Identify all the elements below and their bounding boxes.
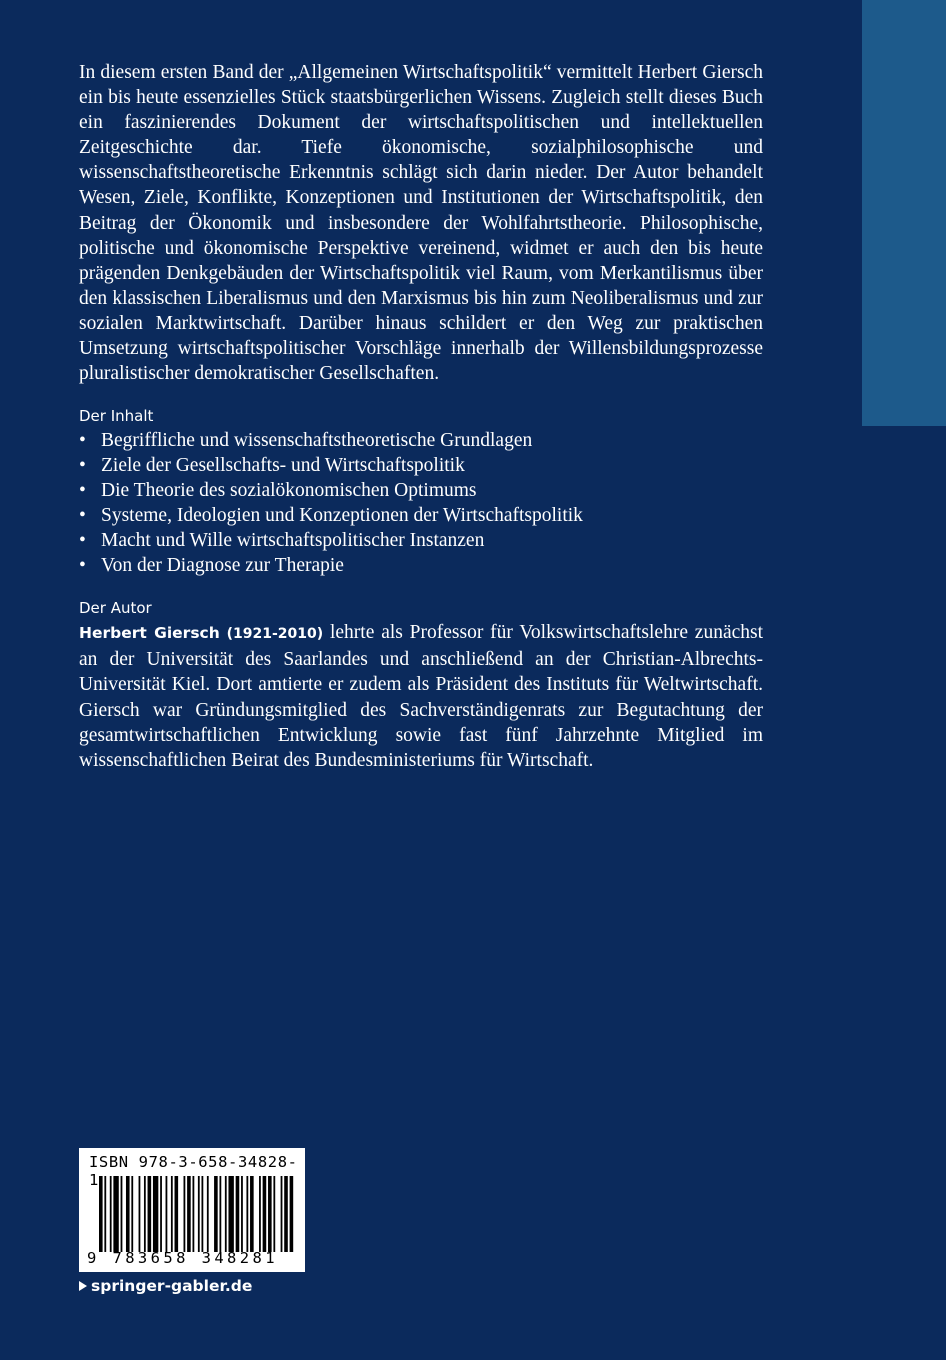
- publisher-website[interactable]: [79, 1277, 252, 1295]
- bullet-icon: •: [79, 430, 86, 452]
- barcode-bar: [166, 1176, 168, 1252]
- barcode-bar: [139, 1176, 141, 1252]
- list-item: [79, 528, 763, 553]
- bullet-icon: •: [79, 480, 86, 502]
- barcode-bar: [175, 1176, 179, 1252]
- list-item-text: Ziele der Gesellschafts- und Wirtschaftspolitik: [101, 455, 465, 477]
- list-item-text: Die Theorie des sozialökonomischen Optimums: [101, 480, 477, 502]
- contents-heading: Der Inhalt: [79, 407, 154, 426]
- barcode-bar: [290, 1176, 294, 1252]
- barcode-bar: [259, 1176, 261, 1252]
- website-label: springer-gabler.de: [91, 1277, 253, 1295]
- author-heading: Der Autor: [79, 599, 152, 618]
- isbn-digits: 9 783658 348281: [87, 1249, 278, 1267]
- back-cover-content: [79, 60, 763, 773]
- barcode-bar: [284, 1176, 288, 1252]
- barcode-bar: [110, 1176, 112, 1252]
- barcode-bar: [214, 1176, 218, 1252]
- barcode-bar: [171, 1176, 173, 1252]
- barcode-bar: [246, 1176, 248, 1252]
- arrow-right-icon: [79, 1281, 87, 1291]
- bullet-icon: •: [79, 530, 86, 552]
- barcode-bar: [225, 1176, 227, 1252]
- barcode-bar: [201, 1176, 203, 1252]
- barcode-bar: [250, 1176, 254, 1252]
- list-item-text: Von der Diagnose zur Therapie: [101, 555, 344, 577]
- list-item-text: Begriffliche und wissenschaftstheoretische Grundlagen: [101, 430, 533, 452]
- list-item: [79, 478, 763, 503]
- barcode-bar: [184, 1176, 186, 1252]
- blurb-text: In diesem ersten Band der „Allgemeinen Wirtschaftspolitik“ vermittelt Herbert Giersch ein bis heute essenzielles Stück staatsbürgerlichen Wissens. Zugleich stellt dieses Buch ein faszinierendes Dokument der wirtschaftspolitischen und intellektuellen Zeitgeschichte dar. Tiefe ökonomische, sozialphilosophische und wissenschaftstheoretische Erkenntnis schlägt sich darin nieder. Der Autor behandelt Wesen, Ziele, Konflikte, Konzeptionen und Institutionen der Wirtschaftspolitik, den Beitrag der Ökonomik und insbesondere der Wohlfahrtstheorie. Philosophische, politische und ökonomische Perspektive vereinend, widmet er auch den bis heute prägenden Denkgebäuden der Wirtschaftspolitik viel Raum, vom Merkantilismus über den klassischen Liberalismus und den Marxismus bis hin zum Neoliberalismus und zur sozialen Marktwirtschaft. Darüber hinaus schildert er den Weg zur praktischen Umsetzung wirtschaftspolitischer Vorschläge innerhalb der Willensbildungsprozesse pluralistischer demokratischer Gesellschaften.: [79, 62, 763, 385]
- barcode-bar: [273, 1176, 275, 1252]
- barcode-bar: [228, 1176, 233, 1252]
- barcode-bar: [236, 1176, 240, 1252]
- accent-bar: [862, 0, 946, 426]
- barcode-bar: [219, 1176, 221, 1252]
- barcode-bar: [126, 1176, 130, 1252]
- barcode-bar: [193, 1176, 195, 1252]
- barcode-bar: [99, 1176, 103, 1252]
- barcode-bar: [281, 1176, 283, 1252]
- bullet-icon: •: [79, 455, 86, 477]
- author-bio-text: lehrte als Professor für Volkswirtschaftslehre zunächst an der Universität des Saarlandes und anschließend an der Christian-Albrechts-Universität Kiel. Dort amtierte er zudem als Präsident des Instituts für Weltwirtschaft. Giersch war Gründungsmitglied des Sachverständigenrats zur Begutachtung der gesamtwirtschaftlichen Entwicklung sowie fast fünf Jahrzehnte Mitglied im wissenschaftlichen Beirat des Bundesministeriums für Wirtschaft.: [79, 622, 764, 771]
- barcode-bar: [121, 1176, 123, 1252]
- author-bio: [79, 620, 763, 773]
- isbn-barcode: [79, 1148, 305, 1272]
- barcode-bar: [160, 1176, 162, 1252]
- barcode-bar: [153, 1176, 158, 1252]
- list-item: [79, 503, 763, 528]
- barcode-bar: [104, 1176, 106, 1252]
- list-item: [79, 553, 763, 578]
- list-item-text: Macht und Wille wirtschaftspolitischer Instanzen: [101, 530, 485, 552]
- barcode-bars: [99, 1176, 295, 1252]
- bullet-icon: •: [79, 505, 86, 527]
- barcode-bar: [268, 1176, 272, 1252]
- barcode-bar: [144, 1176, 146, 1252]
- barcode-bar: [113, 1176, 118, 1252]
- contents-list: [79, 428, 763, 578]
- list-item: [79, 453, 763, 478]
- isbn-label: ISBN 978-3-658-34828-1: [89, 1153, 298, 1189]
- barcode-bar: [207, 1176, 209, 1252]
- barcode-bar: [198, 1176, 200, 1252]
- bullet-icon: •: [79, 555, 86, 577]
- list-item-text: Systeme, Ideologien und Konzeptionen der Wirtschaftspolitik: [101, 505, 583, 527]
- author-years: (1921-2010): [226, 626, 324, 643]
- list-item: [79, 428, 763, 453]
- barcode-bar: [148, 1176, 152, 1252]
- barcode-bar: [187, 1176, 191, 1252]
- author-name: Herbert Giersch: [79, 624, 220, 643]
- barcode-bar: [263, 1176, 267, 1252]
- barcode-bar: [131, 1176, 133, 1252]
- barcode-bar: [241, 1176, 243, 1252]
